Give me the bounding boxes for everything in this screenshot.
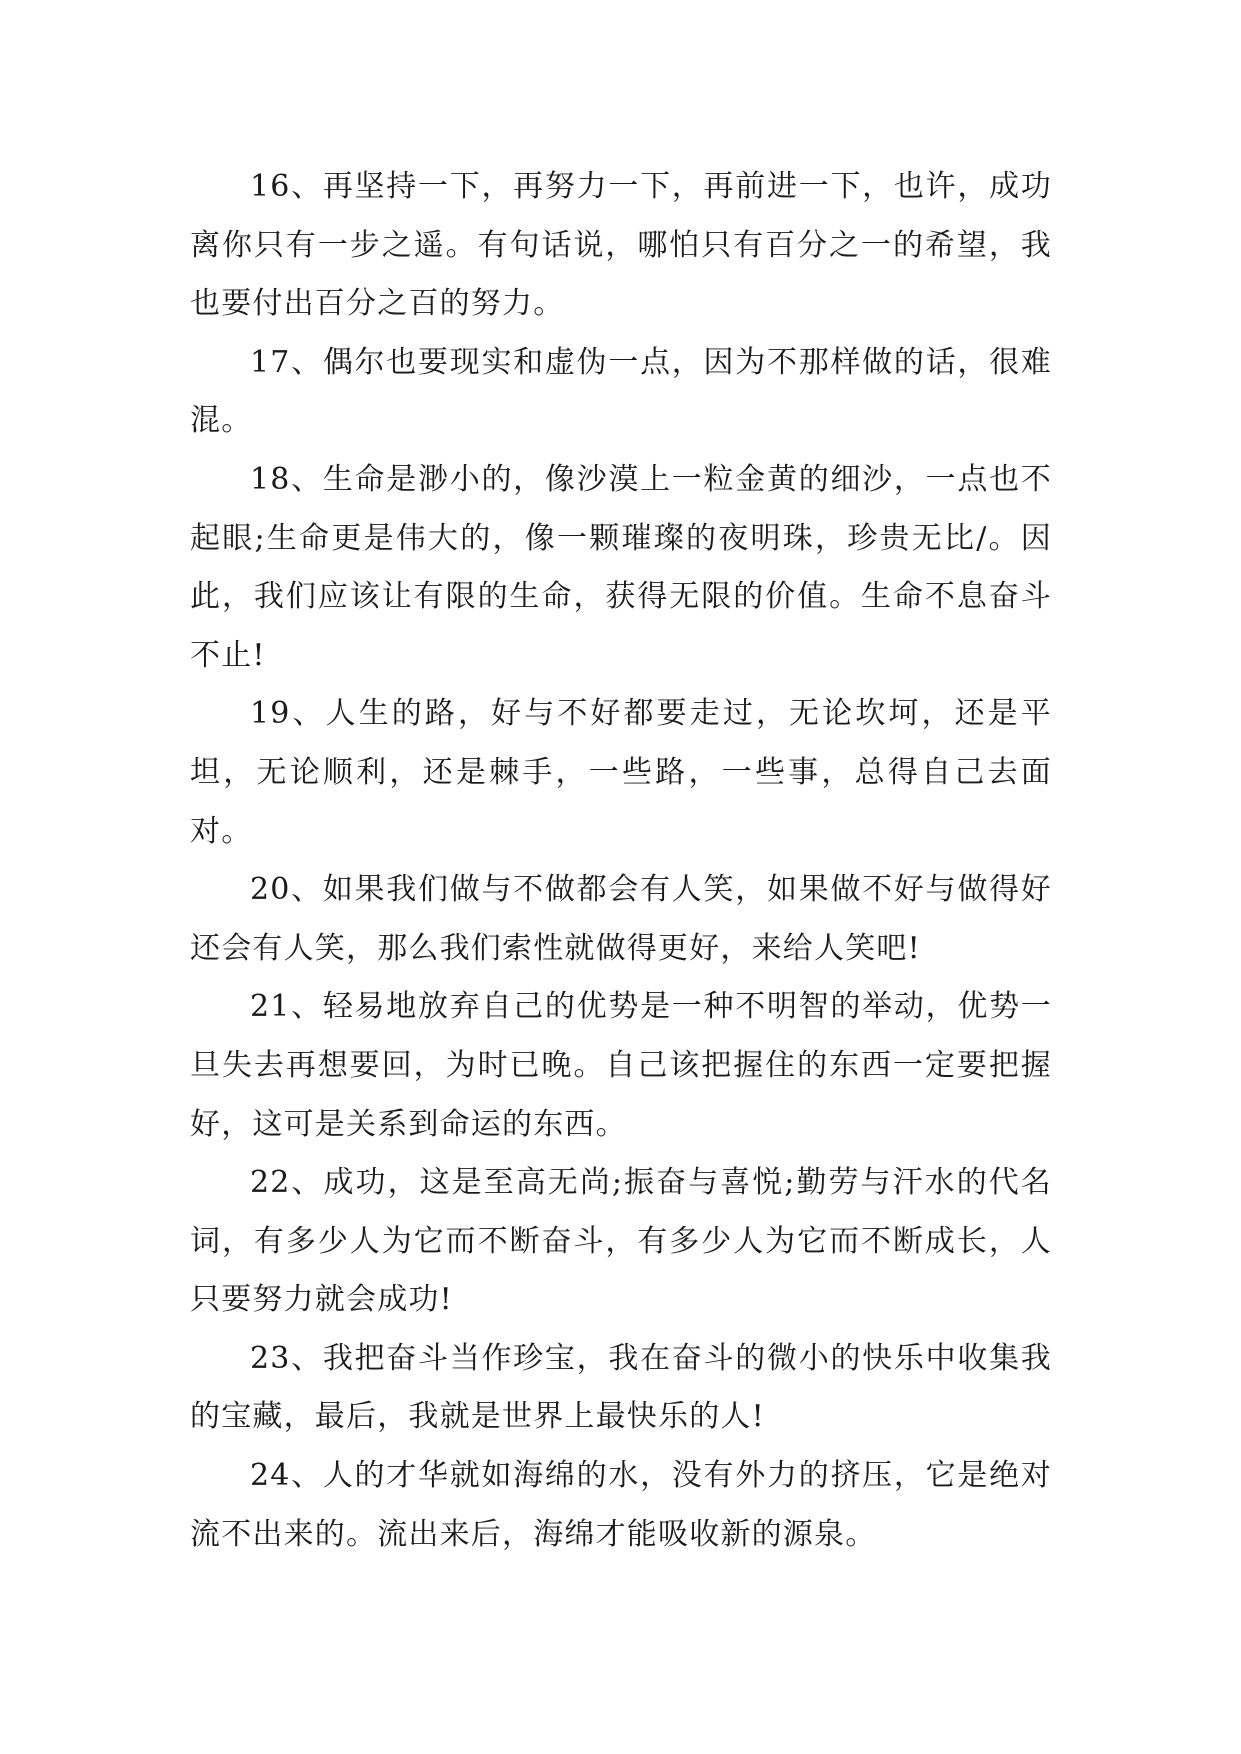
- document-body: [190, 158, 1052, 1564]
- paragraph-19: 19、人生的路，好与不好都要走过，无论坎坷，还是平坦，无论顺利，还是棘手，一些路，一些事，总得自己去面对。: [190, 696, 1052, 849]
- paragraph-21: 21、轻易地放弃自己的优势是一种不明智的举动，优势一旦失去再想要回，为时已晚。自己该把握住的东西一定要把握好，这可是关系到命运的东西。: [190, 989, 1052, 1142]
- paragraph-22: 22、成功，这是至高无尚;振奋与喜悦;勤劳与汗水的代名词，有多少人为它而不断奋斗，有多少人为它而不断成长，人只要努力就会成功!: [190, 1165, 1052, 1318]
- paragraph-16: 16、再坚持一下，再努力一下，再前进一下，也许，成功离你只有一步之遥。有句话说，哪怕只有百分之一的希望，我也要付出百分之百的努力。: [190, 169, 1052, 322]
- paragraph-23: 23、我把奋斗当作珍宝，我在奋斗的微小的快乐中收集我的宝藏，最后，我就是世界上最快乐的人!: [190, 1340, 1052, 1435]
- paragraph-17: 17、偶尔也要现实和虚伪一点，因为不那样做的话，很难混。: [190, 344, 1052, 439]
- paragraph-18: 18、生命是渺小的，像沙漠上一粒金黄的细沙，一点也不起眼;生命更是伟大的，像一颗璀璨的夜明珠，珍贵无比/。因此，我们应该让有限的生命，获得无限的价值。生命不息奋斗不止!: [190, 461, 1052, 673]
- paragraph-24: 24、人的才华就如海绵的水，没有外力的挤压，它是绝对流不出来的。流出来后，海绵才能吸收新的源泉。: [190, 1458, 1052, 1552]
- paragraph-20: 20、如果我们做与不做都会有人笑，如果做不好与做得好还会有人笑，那么我们索性就做得更好，来给人笑吧!: [190, 872, 1052, 966]
